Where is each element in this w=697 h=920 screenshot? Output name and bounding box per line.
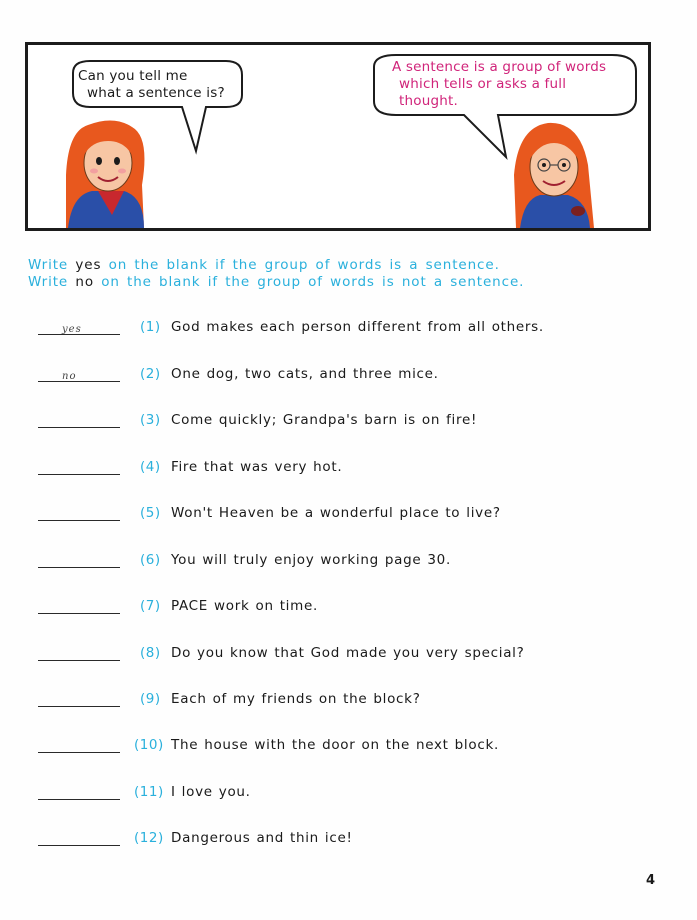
answer-blank[interactable] bbox=[38, 474, 120, 475]
answer-blank[interactable] bbox=[38, 613, 120, 614]
exercise-sentence: God makes each person different from all others. bbox=[171, 319, 544, 335]
answer-blank[interactable] bbox=[38, 520, 120, 521]
exercise-number: (5) bbox=[140, 505, 161, 521]
left-bubble-text bbox=[78, 68, 238, 102]
right-bubble-text bbox=[392, 59, 632, 110]
exercise-sentence: You will truly enjoy working page 30. bbox=[171, 552, 451, 568]
comic-panel bbox=[25, 42, 651, 231]
instruction-keyword: no bbox=[75, 274, 94, 290]
exercise-sentence: One dog, two cats, and three mice. bbox=[171, 366, 439, 382]
answer-handwriting: yes bbox=[62, 324, 82, 335]
instruction-line-no bbox=[28, 274, 524, 291]
answer-blank[interactable] bbox=[38, 752, 120, 753]
exercise-row bbox=[0, 456, 697, 480]
left-bubble-line: Can you tell me bbox=[78, 68, 188, 84]
exercise-row bbox=[0, 549, 697, 573]
instruction-word: Write bbox=[28, 257, 69, 273]
exercise-row bbox=[0, 642, 697, 666]
left-girl-figure bbox=[66, 120, 144, 228]
exercise-number: (9) bbox=[140, 691, 161, 707]
exercise-number: (11) bbox=[134, 784, 164, 800]
answer-blank[interactable] bbox=[38, 845, 120, 846]
exercise-row bbox=[0, 595, 697, 619]
exercise-number: (7) bbox=[140, 598, 161, 614]
exercise-sentence: Do you know that God made you very special? bbox=[171, 645, 525, 661]
answer-blank[interactable] bbox=[38, 381, 120, 382]
exercise-row bbox=[0, 781, 697, 805]
exercise-number: (8) bbox=[140, 645, 161, 661]
right-bubble-line: A sentence is a group of words bbox=[392, 59, 607, 75]
page-number: 4 bbox=[646, 873, 656, 888]
exercise-sentence: The house with the door on the next block. bbox=[171, 737, 499, 753]
exercise-number: (1) bbox=[140, 319, 161, 335]
exercise-sentence: I love you. bbox=[171, 784, 251, 800]
instruction-line-yes bbox=[28, 257, 524, 274]
exercise-row bbox=[0, 502, 697, 526]
answer-blank[interactable] bbox=[38, 706, 120, 707]
exercise-row bbox=[0, 316, 697, 340]
exercise-sentence: Each of my friends on the block? bbox=[171, 691, 421, 707]
exercise-sentence: Fire that was very hot. bbox=[171, 459, 343, 475]
answer-blank[interactable] bbox=[38, 427, 120, 428]
exercise-number: (3) bbox=[140, 412, 161, 428]
instruction-text: on the blank if the group of words is not a sentence. bbox=[101, 274, 525, 290]
left-bubble-line: what a sentence is? bbox=[87, 85, 225, 101]
exercise-row bbox=[0, 827, 697, 851]
answer-handwriting: no bbox=[62, 371, 77, 382]
exercise-number: (10) bbox=[134, 737, 164, 753]
exercise-row bbox=[0, 409, 697, 433]
instructions bbox=[28, 257, 524, 291]
answer-blank[interactable] bbox=[38, 567, 120, 568]
exercise-number: (4) bbox=[140, 459, 161, 475]
exercise-number: (6) bbox=[140, 552, 161, 568]
right-bubble-line: thought. bbox=[399, 93, 458, 109]
instruction-word: Write bbox=[28, 274, 69, 290]
exercise-sentence: PACE work on time. bbox=[171, 598, 318, 614]
exercise-row bbox=[0, 734, 697, 758]
exercise-row bbox=[0, 363, 697, 387]
right-bubble-line: which tells or asks a full bbox=[399, 76, 567, 92]
exercise-sentence: Dangerous and thin ice! bbox=[171, 830, 353, 846]
answer-blank[interactable] bbox=[38, 660, 120, 661]
exercise-number: (12) bbox=[134, 830, 164, 846]
exercise-sentence: Won't Heaven be a wonderful place to live? bbox=[171, 505, 501, 521]
instruction-keyword: yes bbox=[75, 257, 102, 273]
answer-blank[interactable] bbox=[38, 799, 120, 800]
right-girl-figure bbox=[514, 123, 594, 228]
exercise-sentence: Come quickly; Grandpa's barn is on fire! bbox=[171, 412, 478, 428]
exercise-number: (2) bbox=[140, 366, 161, 382]
exercise-row bbox=[0, 688, 697, 712]
instruction-text: on the blank if the group of words is a sentence. bbox=[108, 257, 500, 273]
